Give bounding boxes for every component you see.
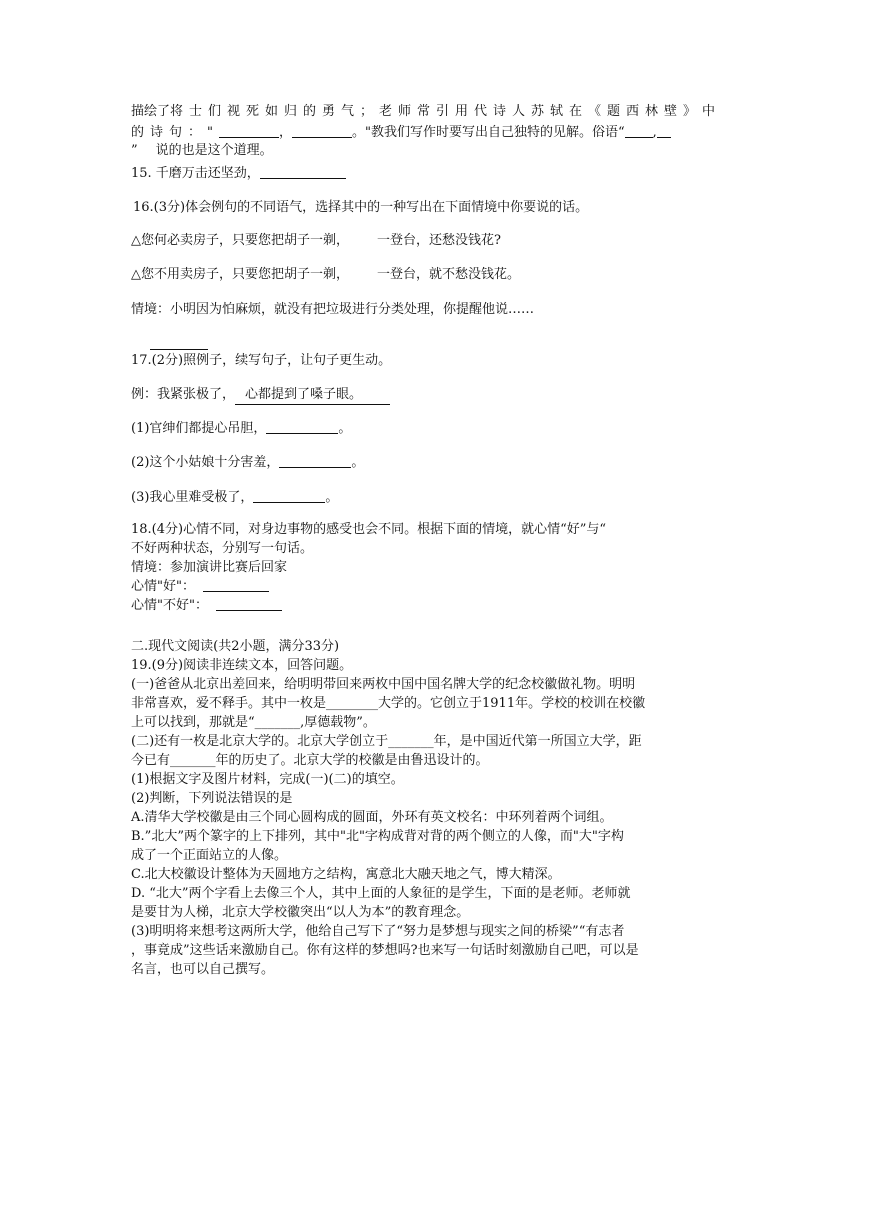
option-a: A.清华大学校徽是由三个同心圆构成的圆面，外环有英文校名：中环列着两个词组。 [131, 810, 613, 825]
q18-bad-blank[interactable] [216, 597, 282, 611]
q18-bad-label: 心情"不好"： [131, 598, 208, 613]
q15-text: 15. 千磨万击还坚劲， [131, 166, 260, 181]
q17-item-1 [131, 420, 351, 438]
q16-example-2-b: 一登台，就不愁没钱花。 [377, 267, 521, 282]
proverb-blank-2[interactable] [657, 124, 671, 138]
q14-text-a: 描绘了将 [131, 104, 184, 119]
q18-line-2: 不好两种状态，分别写一句话。 [131, 541, 314, 556]
q19-sub-3-line-2: ，事竟成”这些话来激励自己。你有这样的梦想吗?也来写一句话时刻激励自己吧，可以是 [131, 943, 639, 958]
q18-bad [131, 597, 282, 615]
q17-period-3: 。 [325, 490, 339, 505]
q19-sub-3-line-3: 名言，也可以自己撰写。 [131, 962, 275, 977]
q18-good-label: 心情"好"： [131, 579, 195, 594]
q17-example [131, 386, 390, 405]
passage-1-line-1: (一)爸爸从北京出差回来，给明明带回来两枚中国中国名牌大学的纪念校徽做礼物。明明 [131, 677, 636, 692]
option-d-line-1: D. “北大”两个字看上去像三个人，其中上面的人象征的是学生，下面的是老师。老师就 [131, 886, 631, 901]
q17-blank-1[interactable] [266, 420, 338, 434]
q15-blank[interactable] [260, 165, 346, 179]
option-b-line-2: 成了一个正面站立的人像。 [131, 848, 288, 863]
q18-good [131, 578, 269, 596]
q16-example-2-a: △您不用卖房子，只要您把胡子一剃， [131, 267, 349, 282]
q17-blank-3[interactable] [253, 489, 325, 503]
q17-blank-2[interactable] [279, 454, 351, 468]
q14-quote-close: ” [131, 143, 138, 158]
q14-poem-prompt: 的诗句：" [131, 125, 219, 140]
q14-line-3 [131, 142, 273, 160]
q19-sub-1: (1)根据文字及图片材料，完成(一)(二)的填空。 [131, 772, 404, 787]
q17-period-1: 。 [338, 421, 352, 436]
q17-period-2: 。 [351, 455, 365, 470]
q14-line-1 [131, 103, 721, 121]
q14-text-d: 说的也是这个道理。 [155, 143, 273, 158]
option-c: C.北大校徽设计整体为天圆地方之结构，寓意北大融天地之气，博大精深。 [131, 867, 561, 882]
q14-text-c: 。"教我们写作时要写出自己独特的见解。俗语“ [352, 125, 625, 140]
q17-item-3 [131, 489, 338, 507]
section-2-title: 二.现代文阅读(共2小题，满分33分) [131, 639, 340, 654]
q18-situation: 情境：参加演讲比赛后回家 [131, 560, 288, 575]
option-d-line-2: 是要甘为人梯，北京大学校徽突出“以人为本”的教育理念。 [131, 905, 470, 920]
q18-good-blank[interactable] [203, 578, 269, 592]
q15 [131, 165, 346, 183]
q17-example-a: 例：我紧张极了， [131, 387, 236, 402]
passage-1-line-3: 上可以找到，那就是“_______,厚德载物”。 [131, 715, 376, 730]
q17-item-1-text: (1)官绅们都提心吊胆， [131, 421, 267, 436]
proverb-comma: , [652, 125, 657, 140]
poem-blank-1[interactable] [219, 124, 279, 138]
q19-sub-2: (2)判断，下列说法错误的是 [131, 791, 293, 806]
decorative-line [150, 349, 208, 350]
q19-sub-3-line-1: (3)明明将来想考这两所大学，他给自己写下了“努力是梦想与现实之间的桥梁”“有志者 [131, 924, 625, 939]
q16-example-1-b: 一登台，还愁没钱花? [377, 233, 501, 248]
q18-line-1: 18.(4分)心情不同，对身边事物的感受也会不同。根据下面的情境，就心情“好”与“ [131, 522, 607, 537]
q17-item-2 [131, 454, 364, 472]
poem-blank-2[interactable] [292, 124, 352, 138]
poem-separator: ， [278, 125, 292, 140]
proverb-blank-1[interactable] [625, 124, 653, 138]
q19-header: 19.(9分)阅读非连续文本，回答问题。 [131, 658, 353, 673]
passage-2-line-2: 今已有_______年的历史了。北京大学的校徽是由鲁迅设计的。 [131, 753, 489, 768]
q17-header: 17.(2分)照例子，续写句子，让句子更生动。 [131, 353, 392, 368]
q16-situation: 情境：小明因为怕麻烦，就没有把垃圾进行分类处理，你提醒他说…… [131, 302, 535, 317]
q16-example-2 [131, 266, 520, 284]
q16-header: 16.(3分)体会例句的不同语气，选择其中的一种写出在下面情境中你要说的话。 [133, 200, 589, 215]
option-b-line-1: B.”北大”两个篆字的上下排列，其中"北"字构成背对背的两个侧立的人像，而"大"字构 [131, 829, 624, 844]
q17-item-3-text: (3)我心里难受极了， [131, 490, 254, 505]
q16-example-1-a: △您何必卖房子，只要您把胡子一剃， [131, 233, 349, 248]
passage-2-line-1: (二)还有一枚是北京大学的。北京大学创立于_______年，是中国近代第一所国立大学，距 [131, 734, 642, 749]
passage-1-line-2: 非常喜欢，爱不释手。其中一枚是________大学的。它创立于1911年。学校的校训在校徽 [131, 696, 646, 711]
q16-example-1 [131, 232, 501, 250]
q14-line-2 [131, 124, 671, 142]
q17-item-2-text: (2)这个小姑娘十分害羞， [131, 455, 280, 470]
q14-text-b: 士们视死如归的勇气；老师常引用代诗人苏轼在《题西林壁》中 [189, 104, 722, 119]
q17-example-answer: 心都提到了嗓子眼。 [235, 386, 390, 405]
